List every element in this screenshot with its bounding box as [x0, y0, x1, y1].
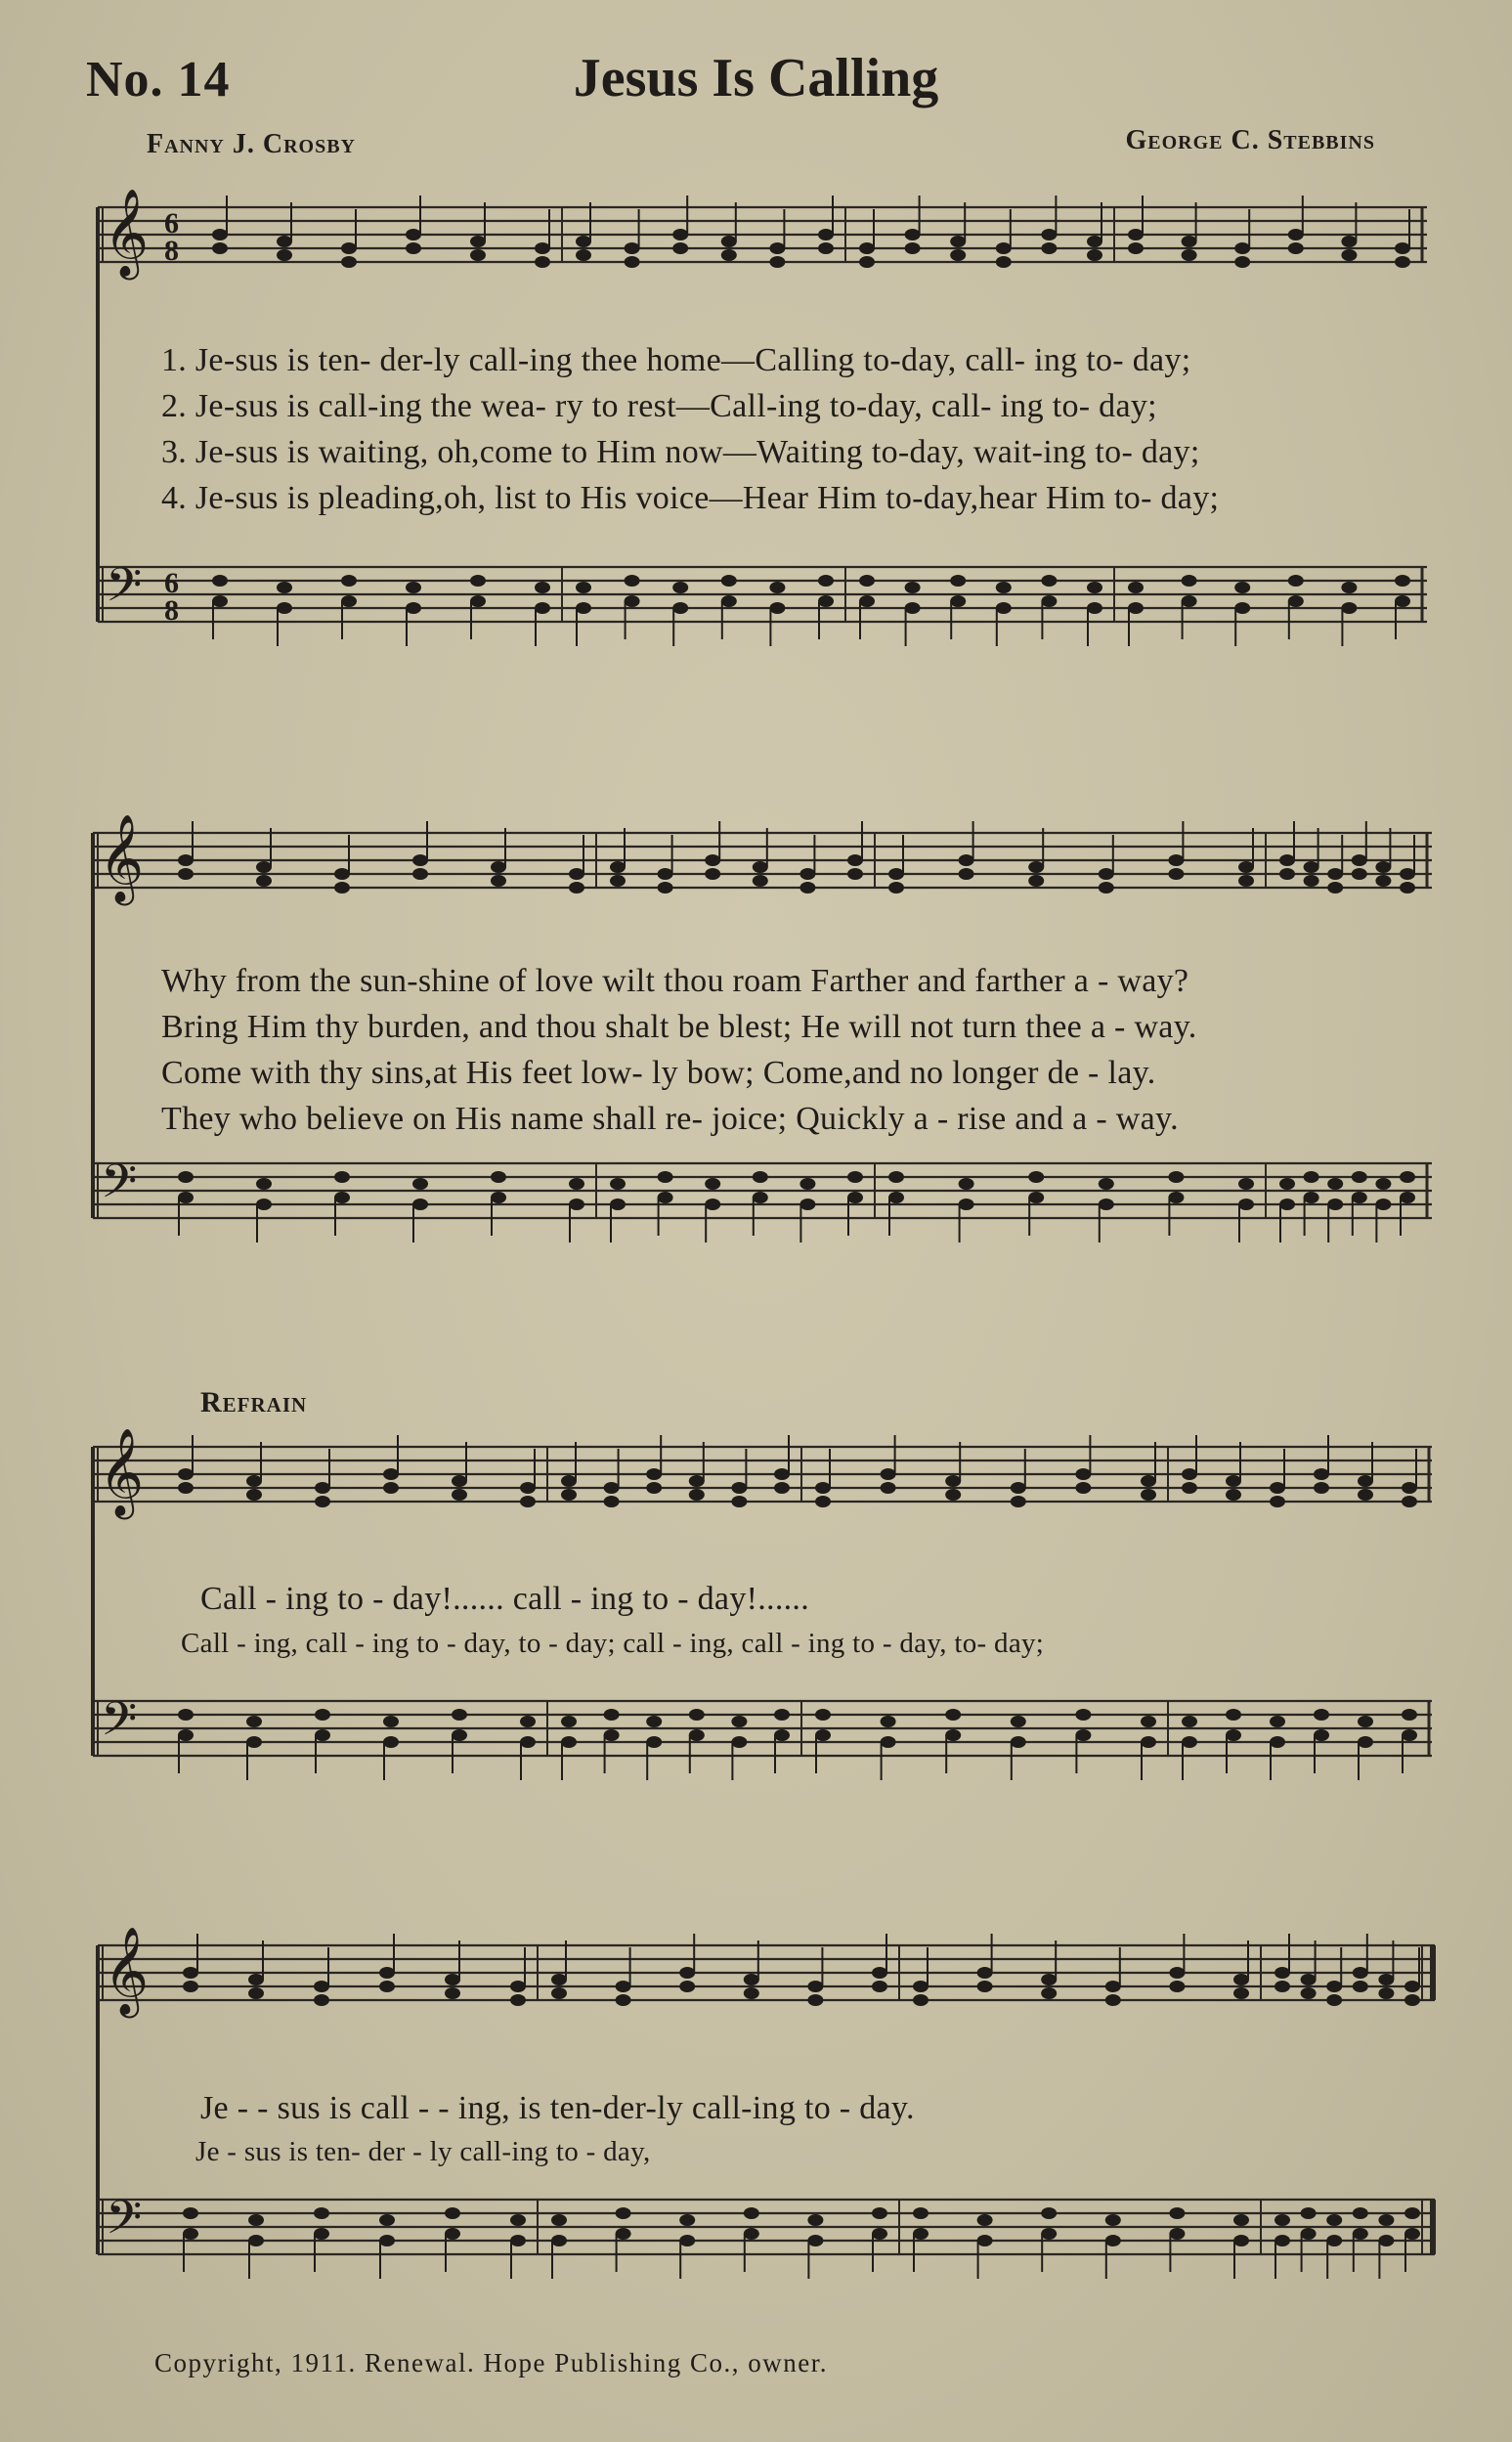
- svg-text:8: 8: [164, 235, 179, 267]
- svg-text:6: 6: [164, 567, 179, 599]
- verse-3-line-b: Come with thy sins,at His feet low- ly bow; Come,and no longer de - lay.: [161, 1055, 1156, 1091]
- composer-credit: George C. Stebbins: [1125, 125, 1375, 155]
- lyricist-credit: Fanny J. Crosby: [147, 129, 357, 159]
- refrain-bass-line-2: Je - sus is ten- der - ly call-ing to - day,: [195, 2136, 651, 2167]
- refrain-soprano-line-1: Call - ing to - day!...... call - ing to - day!......: [200, 1581, 810, 1617]
- svg-text:8: 8: [164, 594, 179, 627]
- refrain-soprano-line-2: Je - - sus is call - - ing, is ten-der-ly call-ing to - day.: [200, 2090, 915, 2126]
- svg-text:𝄞: 𝄞: [99, 1428, 145, 1516]
- verse-2-line-b: Bring Him thy burden, and thou shalt be blest; He will not turn thee a - way.: [161, 1009, 1197, 1045]
- verse-3-line-a: 3. Je-sus is waiting, oh,come to Him now—Waiting to-day, wait-ing to- day;: [161, 434, 1200, 470]
- svg-text:𝄢: 𝄢: [106, 2190, 143, 2256]
- svg-text:𝄢: 𝄢: [101, 1154, 138, 1220]
- verse-1-line-b: Why from the sun-shine of love wilt thou roam Farther and farther a - way?: [161, 963, 1189, 999]
- hymn-title: Jesus Is Calling: [573, 48, 939, 109]
- svg-text:𝄢: 𝄢: [106, 557, 143, 624]
- copyright-notice: Copyright, 1911. Renewal. Hope Publishing Co., owner.: [154, 2348, 828, 2377]
- svg-text:𝄞: 𝄞: [104, 1927, 150, 2015]
- refrain-label: Refrain: [200, 1386, 308, 1418]
- svg-text:𝄞: 𝄞: [104, 189, 150, 277]
- verse-2-line-a: 2. Je-sus is call-ing the wea- ry to rest—Call-ing to-day, call- ing to- day;: [161, 388, 1157, 424]
- refrain-bass-line-1: Call - ing, call - ing to - day, to - day; call - ing, call - ing to - day, to- day;: [181, 1628, 1045, 1659]
- svg-text:𝄞: 𝄞: [99, 814, 145, 902]
- verse-1-line-a: 1. Je-sus is ten- der-ly call-ing thee home—Calling to-day, call- ing to- day;: [161, 342, 1191, 378]
- hymn-number: No. 14: [86, 52, 231, 108]
- verse-4-line-b: They who believe on His name shall re- joice; Quickly a - rise and a - way.: [161, 1101, 1179, 1137]
- svg-text:𝄢: 𝄢: [101, 1691, 138, 1758]
- verse-4-line-a: 4. Je-sus is pleading,oh, list to His voice—Hear Him to-day,hear Him to- day;: [161, 480, 1220, 516]
- svg-text:6: 6: [164, 207, 179, 240]
